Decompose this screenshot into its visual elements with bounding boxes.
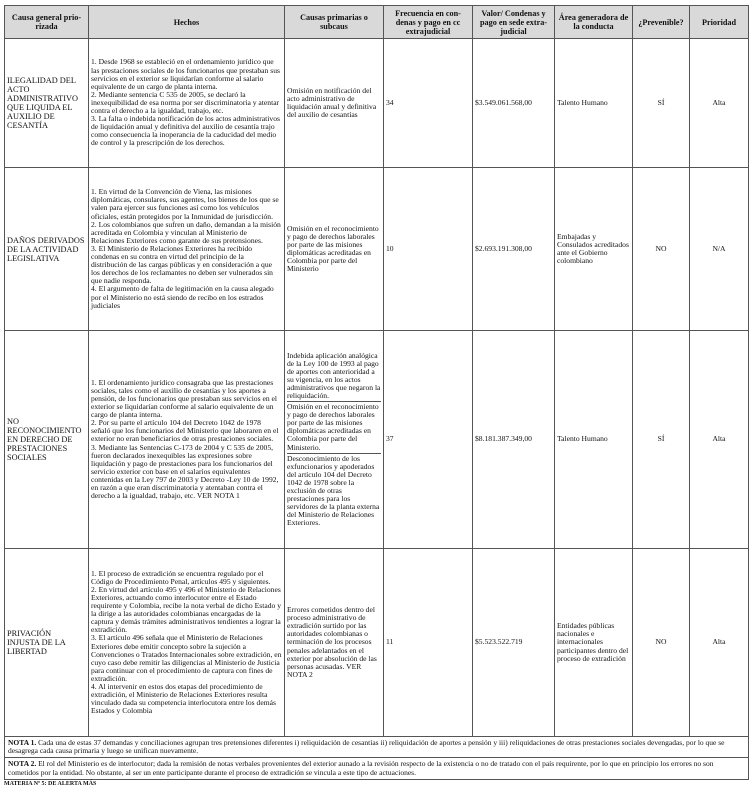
frecuencia-cell: 37: [384, 331, 473, 549]
area-cell: Talento Humano: [555, 39, 633, 168]
prioridad-cell: Alta: [690, 549, 749, 737]
cause-cell: ILEGALIDAD DEL ACTO ADMINISTRATIVO QUE LIQUIDA EL AUXILIO DE CESANTÍA: [5, 39, 89, 168]
hecho-item: 1. Desde 1968 se estableció en el ordenamiento jurídico que las prestaciones sociales de los funcionarios que prestaban sus servicios en el exterior se liquidarían conforme al salario equivalente de un cargo de planta interna.: [91, 57, 280, 91]
header-row: [5, 6, 749, 39]
cause-cell: PRIVACIÓN INJUSTA DE LA LIBERTAD: [5, 549, 89, 737]
hecho-item: 2. En virtud del artículo 495 y 496 el Ministerio de Relaciones Exteriores, actuando como interlocutor entre el Estado requirente y Colombia, recibe la nota verbal de dicho Estado y la dirige a las autoridades colombianas encargadas de la captura y demás trámites administrativos tendientes a lograr la extradición.: [91, 584, 281, 635]
valor-cell: $3.549.061.568,00: [473, 39, 555, 168]
hechos-cell: [89, 331, 285, 549]
header-causa-general: Causa general prio-rizada: [5, 6, 89, 39]
hechos-cell: [89, 549, 285, 737]
header-valor: Valor/ Condenas y pago en sede extra-judicial: [473, 6, 555, 39]
causas-cell: Omisión en el reconocimiento y pago de derechos laborales por parte de las misiones diplomáticas acreditadas en Colombia por parte del Ministerio: [285, 168, 384, 331]
hecho-item: 2. Por su parte el artículo 104 del Decreto 1042 de 1978 señaló que los funcionarios del Ministerio que laboraren en el exterior no eran beneficiarios de otras prestaciones sociales.: [91, 418, 279, 444]
note-row: [5, 737, 749, 758]
frecuencia-cell: 10: [384, 168, 473, 331]
table-row: [5, 549, 749, 737]
header-causas-primarias: Causas primarias o subcaus: [285, 6, 384, 39]
hechos-cell: [89, 39, 285, 168]
prevenible-cell: NO: [633, 549, 690, 737]
note-text: Cada una de estas 37 demandas y conciliaciones agrupan tres pretensiones diferentes i) reliquidación de cesantías ii) reliquidación de aportes a pensión y iii) reliquidaciones de otras prestaciones sociales devengadas, por lo que se desagrega cada causa primaria y luego se unifican nuevamente.: [8, 738, 725, 756]
prioridad-cell: Alta: [690, 331, 749, 549]
subcausa-item: Indebida aplicación analógica de la Ley 100 de 1993 al pago de aportes con anterioridad a su vigencia, en los actos administrativos que negaron la reliquidación.: [287, 350, 381, 400]
header-area: Área generadora de la conducta: [555, 6, 633, 39]
causas-cell: Errores cometidos dentro del proceso administrativo de extradición surtido por las autoridades colombianas o terminación de los procesos penales adelantados en el exterior por absolución de las personas acusadas. VER NOTA 2: [285, 549, 384, 737]
hecho-item: 3. El Ministerio de Relaciones Exteriores ha recibido condenas en su contra en virtud del principio de la distribución de las cargas públicas y en consideración a que los derechos de los reclamantes no deben ser vulnerados sin que nadie responda.: [91, 243, 273, 286]
prioridad-cell: Alta: [690, 39, 749, 168]
frecuencia-cell: 11: [384, 549, 473, 737]
note-2: [5, 758, 749, 779]
valor-cell: $8.181.387.349,00: [473, 331, 555, 549]
hecho-item: 3. Mediante las Sentencias C-173 de 2004 y C 535 de 2005, fueron declarados inexequibles las expresiones sobre liquidación y pago de prestaciones para los funcionarios del servicio exterior con base en el salarios equivalentes contenidas en la Ley 797 de 2003 y Decreto -Ley 10 de 1992, en razón a que eran discriminatoria y atentaban contra el derecho a la igualdad, trabajo, etc. VER NOTA 1: [91, 442, 279, 501]
hechos-cell: [89, 168, 285, 331]
area-cell: Entidades públicas nacionales e internacionales participantes dentro del proceso de extradición: [555, 549, 633, 737]
cause-cell: DAÑOS DERIVADOS DE LA ACTIVIDAD LEGISLATIVA: [5, 168, 89, 331]
causes-table: [4, 5, 749, 780]
hecho-item: 4. El argumento de falta de legitimación en la causa alegado por el Ministerio no está siendo de recibo en los estrados judiciales: [91, 284, 274, 310]
table-row: [5, 168, 749, 331]
table-row: [5, 331, 749, 549]
prioridad-cell: N/A: [690, 168, 749, 331]
hecho-item: 4. Al intervenir en estos dos etapas del procedimiento de extradición, el Ministerio de Relaciones Exteriores resulta vinculado dada su competencia interlocutora entre los demás Estados y Colombia: [91, 681, 276, 716]
note-text: El rol del Ministerio es de interlocutor; dada la remisión de notas verbales provenientes del exterior aunado a la revisión respecto de la existencia o no de tratado con el país requirente, por lo que en principio los errores no son cometidos por la entidad. No obstante, al ser un ente participante durante el proceso de extradición se vincula a este tipo de actuaciones.: [8, 759, 714, 777]
area-cell: Embajadas y Consulados acreditados ante el Gobierno colombiano: [555, 168, 633, 331]
subcausa-item: Desconocimiento de los exfuncionarios y apoderados del artículo 104 del Decreto 1042 de 1978 sobre la exclusión de otras prestaciones para los servidores de la planta externa del Ministerio de Relaciones Exteriores.: [287, 453, 380, 528]
hecho-item: 3. La falta o indebida notificación de los actos administrativos de liquidación anual y definitiva del auxilio de cesantía trajo como consecuencia la inoperancia de la caducidad del medio de control y la prescripción de los derechos.: [91, 114, 280, 148]
trailing-fragment: MATERIA Nº 5: DE ALERTA MÁS: [4, 781, 97, 787]
note-row: [5, 758, 749, 779]
hecho-item: 2. Los colombianos que sufren un daño, demandan a la misión acreditada en Colombia y vinculan al Ministerio de Relaciones Exteriores como garante de sus pretensiones.: [91, 219, 281, 245]
prevenible-cell: NO: [633, 168, 690, 331]
causas-cell: Omisión en notificación del acto administrativo de liquidación anual y definitiva del auxilio de cesantías: [285, 39, 384, 168]
table-row: [5, 39, 749, 168]
area-cell: Talento Humano: [555, 331, 633, 549]
hecho-item: 2. Mediante sentencia C 535 de 2005, se declaró la inexequibilidad de esa norma por ser discriminatoria y atentar contra el derecho a la igualdad, trabajo, etc.: [91, 89, 280, 116]
causas-cell: [285, 331, 384, 549]
prevenible-cell: SÍ: [633, 39, 690, 168]
note-label: NOTA 1.: [8, 738, 37, 747]
header-prioridad: Prioridad: [690, 6, 749, 39]
prevenible-cell: SÍ: [633, 331, 690, 549]
header-prevenible: ¿Prevenible?: [633, 6, 690, 39]
frecuencia-cell: 34: [384, 39, 473, 168]
subcausa-item: Omisión en el reconocimiento y pago de derechos laborales por parte de las misiones diplomáticas acreditadas en Colombia por parte del Ministerio.: [287, 401, 381, 453]
header-hechos: Hechos: [89, 6, 285, 39]
hecho-item: 1. En virtud de la Convención de Viena, las misiones diplomáticas, consulares, sus agentes, los bienes de los que se valen para ejercer sus funciones así como los vehículos oficiales, están protegidos por la Inmunidad de jurisdicción.: [91, 187, 279, 221]
valor-cell: $5.523.522.719: [473, 549, 555, 737]
header-frecuencia: Frecuencia en con-denas y pago en cc extrajudicial: [384, 6, 473, 39]
hecho-item: 1. El proceso de extradición se encuentra regulado por el Código de Procedimiento Penal, artículos 495 y siguientes.: [91, 568, 271, 586]
document-page: [4, 5, 748, 780]
hecho-item: 1. El ordenamiento jurídico consagraba que las prestaciones sociales, tales como el auxilio de cesantías y los aportes a pensión, de los funcionarios que prestaban sus servicios en el exterior se liquidarían conforme al salario equivalente de un cargo de planta interna.: [91, 377, 278, 420]
cause-cell: NO RECONOCIMIENTO EN DERECHO DE PRESTACIONES SOCIALES: [5, 331, 89, 549]
valor-cell: $2.693.191.308,00: [473, 168, 555, 331]
note-label: NOTA 2.: [8, 759, 37, 769]
note-1: [5, 737, 749, 758]
hecho-item: 3. El artículo 496 señala que el Ministerio de Relaciones Exteriores debe emitir concepto sobre la sujeción a Convenciones o Tratados Internacionales sobre extradición, en cuyo caso debe remitir las diligencias al Ministerio de Justicia para continuar con el procedimiento de captura con fines de extradición.: [91, 633, 282, 683]
